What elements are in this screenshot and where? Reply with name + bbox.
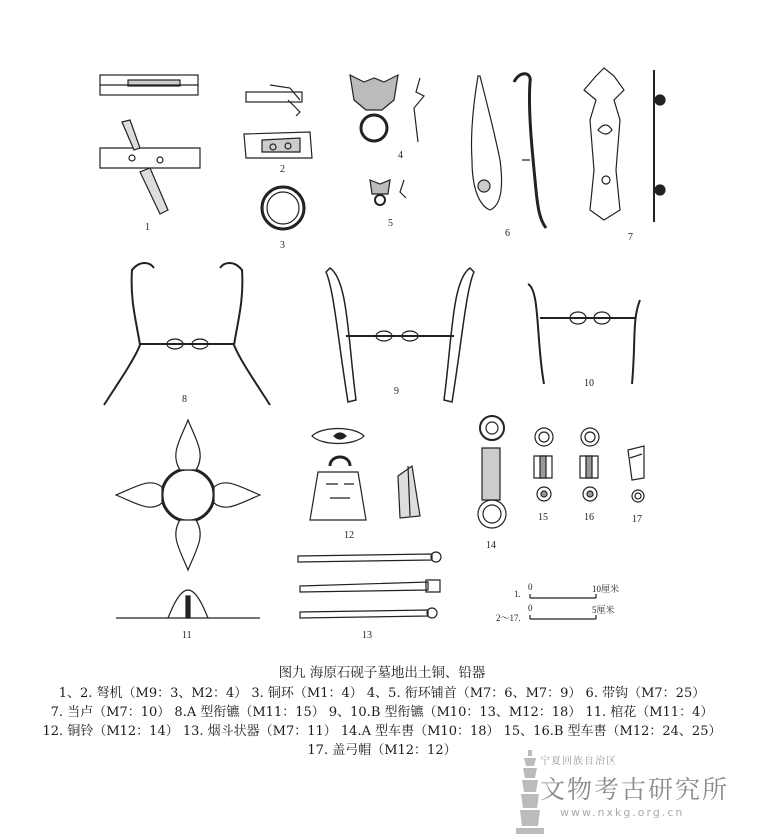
scale-1-zero: 0 [528, 582, 533, 592]
scale-bar-1 [530, 594, 596, 598]
artifact-5-ring-mask [370, 180, 406, 205]
item-number: 13 [362, 630, 372, 641]
watermark-top-text: 宁夏回族自治区 [540, 756, 617, 767]
item-number: 15 [538, 512, 548, 523]
artifact-2-crossbow-trigger [244, 85, 312, 158]
caption-line: 17. 盖弓帽（M12：12） [307, 743, 457, 758]
scale-1-label: 1. [514, 589, 521, 599]
item-number: 11 [182, 630, 192, 641]
item-number: 9 [394, 386, 399, 397]
artifact-16-axle-cap-b [580, 428, 599, 501]
item-number: 14 [486, 540, 496, 551]
item-number: 10 [584, 378, 594, 389]
artifact-17-rib-cap [628, 446, 644, 502]
watermark-main-text: 文物考古研究所 [540, 775, 730, 804]
caption-line: 7. 当卢（M7：10） 8.A 型衔镳（M11：15） 9、10.B 型衔镳（M10：13、M12：18） 11. 棺花（M11：4） [50, 705, 714, 720]
scale-2-label: 2～17. [496, 613, 521, 623]
artifact-9-bit-cheekpiece-b [326, 268, 474, 402]
scale-2-end: 5厘米 [592, 605, 615, 615]
artifact-10-bit [528, 284, 640, 384]
artifact-13-pipe-shaped [298, 552, 441, 618]
item-number: 2 [280, 164, 285, 175]
artifact-4-ring-mask [350, 75, 424, 142]
item-number: 17 [632, 514, 642, 525]
artifact-8-bit-cheekpiece-a [104, 263, 270, 405]
scale-bar-2 [530, 615, 596, 619]
item-number: 16 [584, 512, 594, 523]
item-number: 4 [398, 150, 403, 161]
artifact-6-belt-hook [471, 74, 546, 228]
artifact-11-coffin-ornament [116, 420, 260, 618]
item-number: 5 [388, 218, 393, 229]
figure-title: 图九 海原石砚子墓地出土铜、铅器 [278, 665, 486, 681]
item-number: 12 [344, 530, 354, 541]
artifact-14-axle-cap-a [478, 416, 506, 528]
artifact-3-bronze-ring [262, 187, 304, 229]
item-number: 6 [505, 228, 510, 239]
item-number: 7 [628, 232, 633, 243]
artifact-12-bronze-bell [310, 429, 420, 521]
artifact-15-axle-cap-b [534, 428, 553, 501]
item-number: 1 [145, 222, 150, 233]
caption-line: 1、2. 弩机（M9：3、M2：4） 3. 铜环（M1：4） 4、5. 衔环铺首（M7：6、M7：9） 6. 带钩（M7：25） [58, 686, 706, 701]
scale-2-zero: 0 [528, 603, 533, 613]
watermark-url: www.nxkg.org.cn [560, 806, 685, 819]
scale-1-end: 10厘米 [592, 584, 620, 594]
item-number: 3 [280, 240, 285, 251]
artifact-7-horse-frontlet [584, 68, 665, 222]
item-number: 8 [182, 394, 187, 405]
artifact-1-crossbow-trigger [100, 75, 200, 214]
caption-line: 12. 铜铃（M12：14） 13. 烟斗状器（M7：11） 14.A 型车軎（M10：18） 15、16.B 型车軎（M12：24、25） [42, 724, 722, 739]
